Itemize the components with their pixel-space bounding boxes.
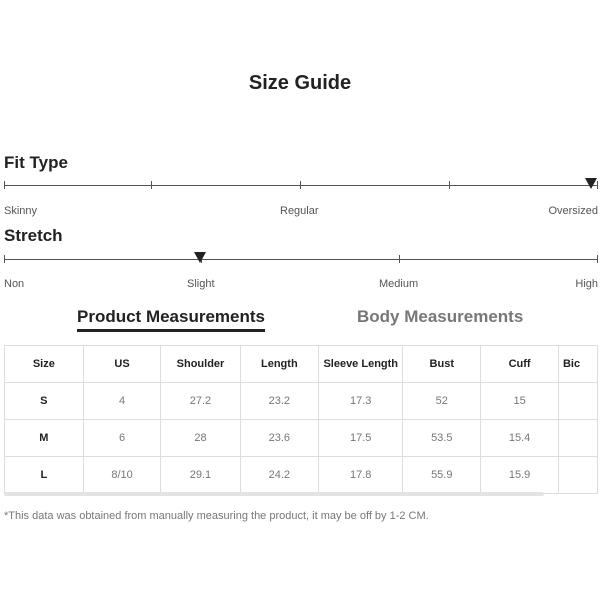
stretch-option-high: High — [575, 278, 598, 290]
table-cell: 15.4 — [481, 420, 559, 457]
measurement-table-container[interactable] — [4, 345, 598, 497]
table-header-row — [5, 346, 598, 383]
table-row — [5, 420, 598, 457]
tab-body-measurements[interactable]: Body Measurements — [357, 307, 524, 326]
header-us: US — [83, 346, 161, 383]
tab-product-measurements[interactable]: Product Measurements — [77, 307, 265, 332]
table-cell: 17.8 — [319, 457, 403, 494]
fit-option-regular: Regular — [280, 205, 319, 217]
measurement-table — [4, 345, 598, 494]
header-cuff: Cuff — [481, 346, 559, 383]
table-cell: 17.3 — [319, 383, 403, 420]
stretch-label: Stretch — [4, 226, 63, 245]
table-scrollbar[interactable] — [4, 492, 544, 496]
fit-type-scale — [4, 181, 598, 193]
table-row — [5, 383, 598, 420]
table-cell: 8/10 — [83, 457, 161, 494]
table-cell: 53.5 — [403, 420, 481, 457]
stretch-option-slight: Slight — [187, 278, 215, 290]
stretch-option-non: Non — [4, 278, 25, 290]
table-cell — [558, 383, 597, 420]
stretch-scale — [4, 255, 598, 267]
table-cell: 52 — [403, 383, 481, 420]
page-title: Size Guide — [248, 72, 352, 94]
table-cell: 6 — [83, 420, 161, 457]
table-row — [5, 457, 598, 494]
table-cell: M — [5, 420, 84, 457]
table-cell: L — [5, 457, 84, 494]
table-cell: 23.2 — [240, 383, 319, 420]
stretch-option-medium: Medium — [379, 278, 419, 290]
table-cell: 55.9 — [403, 457, 481, 494]
table-cell: S — [5, 383, 84, 420]
table-cell: 24.2 — [240, 457, 319, 494]
table-cell: 23.6 — [240, 420, 319, 457]
table-cell: 29.1 — [161, 457, 240, 494]
table-cell — [558, 420, 597, 457]
table-cell — [558, 457, 597, 494]
header-sleeve-length: Sleeve Length — [319, 346, 403, 383]
stretch-marker-icon — [194, 252, 206, 263]
table-cell: 28 — [161, 420, 240, 457]
header-size: Size — [5, 346, 84, 383]
fit-type-marker-icon — [585, 178, 597, 189]
table-cell: 17.5 — [319, 420, 403, 457]
measurement-note: *This data was obtained from manually measuring the product, it may be off by 1-2 CM. — [4, 510, 429, 522]
table-cell: 4 — [83, 383, 161, 420]
header-bicep: Bic — [558, 346, 597, 383]
fit-type-label: Fit Type — [4, 153, 68, 172]
header-shoulder: Shoulder — [161, 346, 240, 383]
fit-option-skinny: Skinny — [4, 205, 38, 217]
header-length: Length — [240, 346, 319, 383]
header-bust: Bust — [403, 346, 481, 383]
table-cell: 15 — [481, 383, 559, 420]
table-cell: 27.2 — [161, 383, 240, 420]
table-cell: 15.9 — [481, 457, 559, 494]
fit-option-oversized: Oversized — [548, 205, 598, 217]
measurement-tabs — [0, 307, 600, 333]
